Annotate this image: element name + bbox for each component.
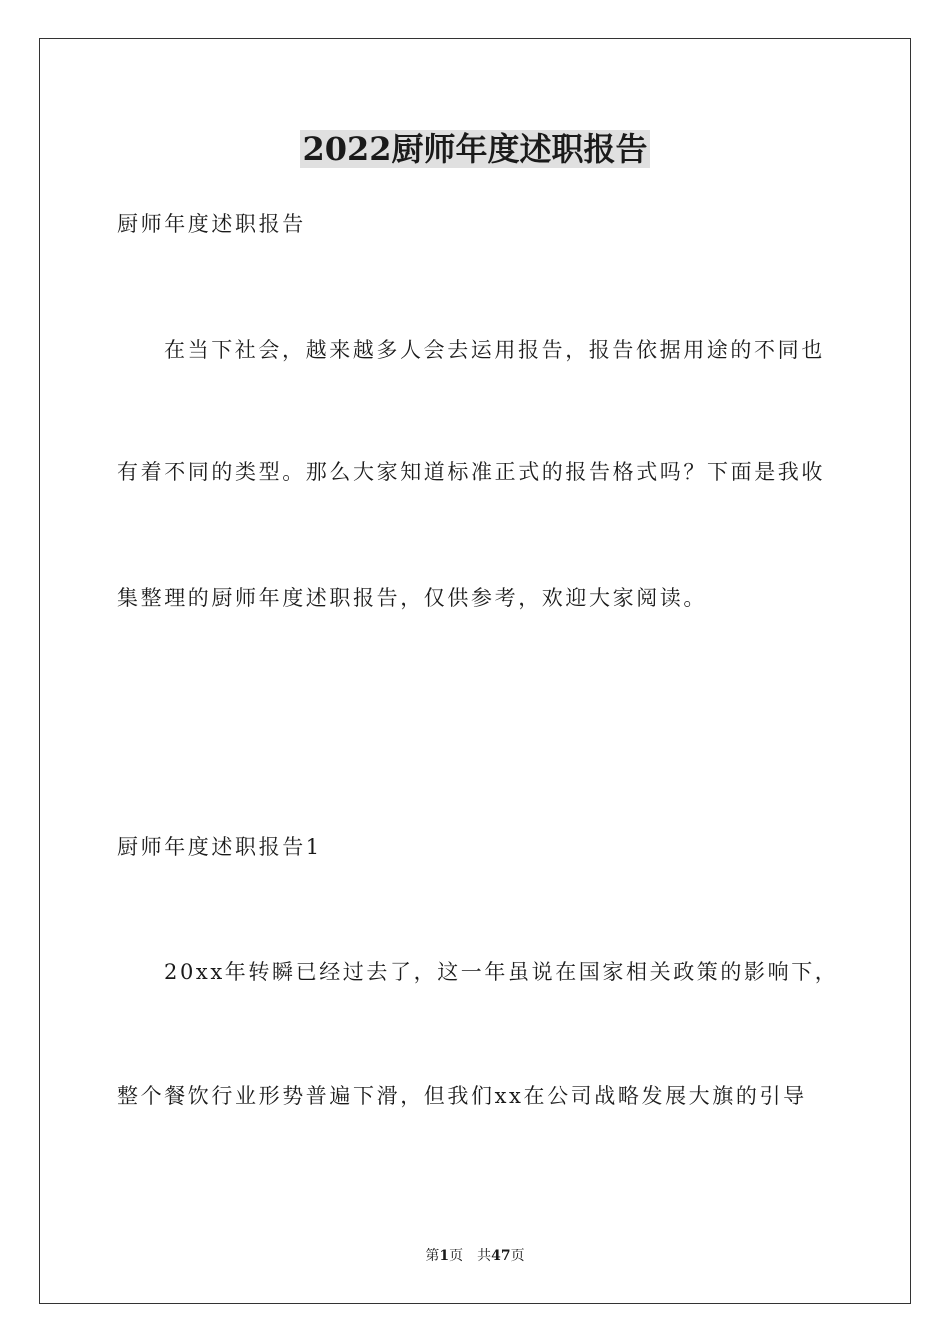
footer-page-suffix: 页 [449,1248,464,1264]
footer-page-number: 1 [439,1248,450,1264]
section-heading: 厨师年度述职报告1 [117,835,322,859]
paragraph-line: 整个餐饮行业形势普遍下滑，但我们xx在公司战略发展大旗的引导 [117,1084,807,1108]
document-title [0,128,950,170]
footer-total-prefix: 共 [477,1248,492,1264]
document-title-text: 2022厨师年度述职报告 [302,130,648,168]
page-footer [0,1246,950,1266]
footer-total-pages: 47 [491,1248,511,1264]
footer-total-suffix: 页 [510,1248,525,1264]
paragraph-line: 集整理的厨师年度述职报告，仅供参考，欢迎大家阅读。 [117,586,707,610]
footer-page-prefix: 第 [425,1248,440,1264]
document-subtitle: 厨师年度述职报告 [117,212,306,236]
paragraph-line: 20xx年转瞬已经过去了，这一年虽说在国家相关政策的影响下， [164,960,839,984]
paragraph-line: 在当下社会，越来越多人会去运用报告，报告依据用途的不同也 [164,338,825,362]
paragraph-line: 有着不同的类型。那么大家知道标准正式的报告格式吗？下面是我收 [117,460,825,484]
